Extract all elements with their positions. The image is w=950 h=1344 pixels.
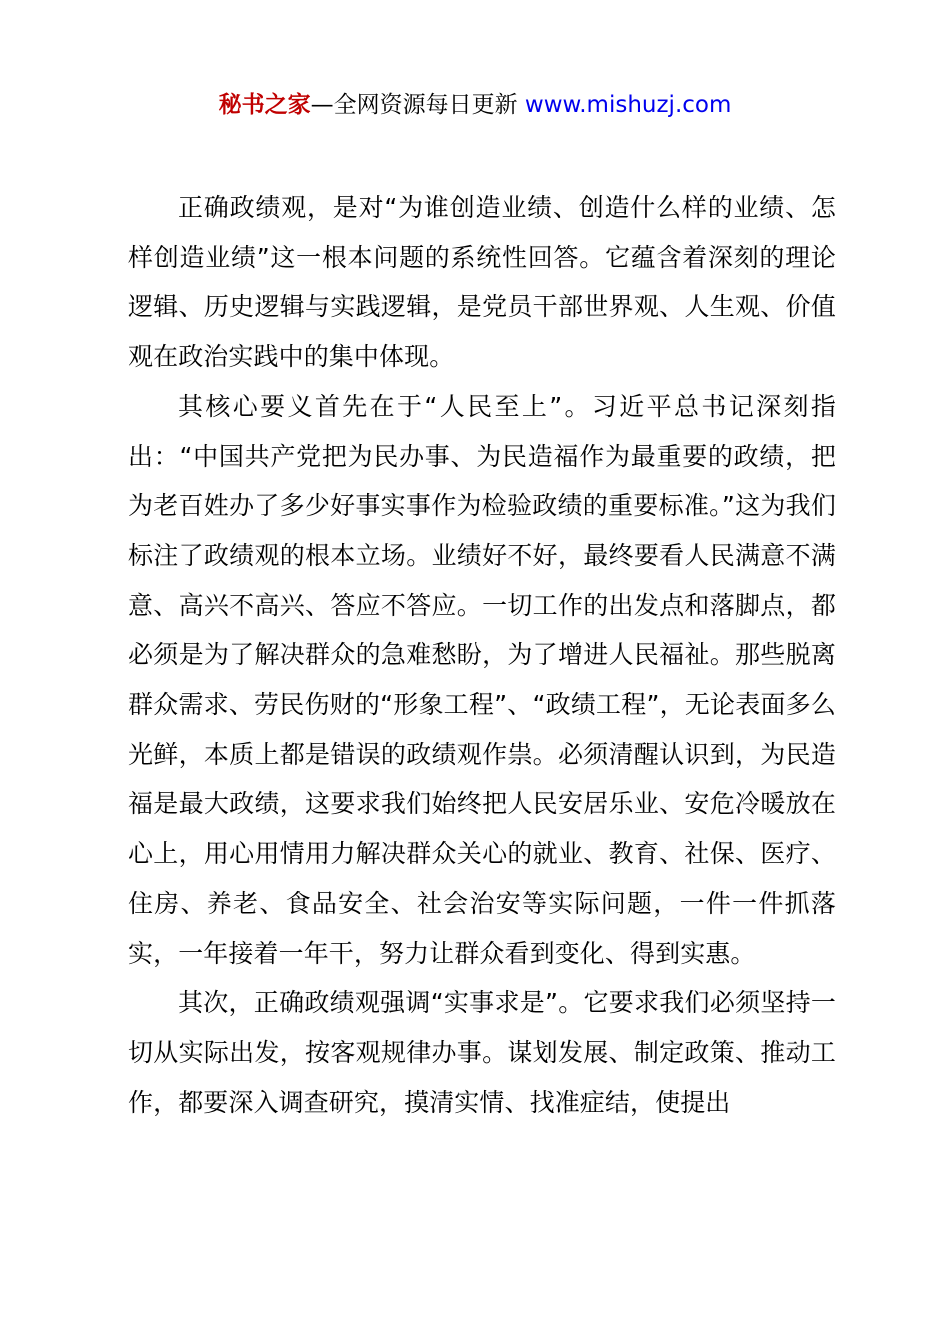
paragraph-3: 其次，正确政绩观强调“实事求是”。它要求我们必须坚持一切从实际出发，按客观规律办事。谋划发展、制定政策、推动工作，都要深入调查研究，摸清实情、找准症结，使提出 <box>128 988 836 1117</box>
document-body <box>128 183 836 1127</box>
paragraph-1: 正确政绩观，是对“为谁创造业绩、创造什么样的业绩、怎样创造业绩”这一根本问题的系统性回答。它蕴含着深刻的理论逻辑、历史逻辑与实践逻辑，是党员干部世界观、人生观、价值观在政治实践中的集中体现。 <box>128 193 836 372</box>
site-brand: 秘书之家 <box>218 92 311 118</box>
site-header <box>0 88 950 122</box>
site-url-link[interactable]: www.mishuzj.com <box>524 92 732 118</box>
site-tagline: —全网资源每日更新 <box>310 92 525 118</box>
paragraph-2: 其核心要义首先在于“人民至上”。习近平总书记深刻指出：“中国共产党把为民办事、为民造福作为最重要的政绩，把为老百姓办了多少好事实事作为检验政绩的重要标准。”这为我们标注了政绩观的根本立场。业绩好不好，最终要看人民满意不满意、高兴不高兴、答应不答应。一切工作的出发点和落脚点，都必须是为了解决群众的急难愁盼，为了增进人民福祉。那些脱离群众需求、劳民伤财的“形象工程”、“政绩工程”，无论表面多么光鲜，本质上都是错误的政绩观作祟。必须清醒认识到，为民造福是最大政绩，这要求我们始终把人民安居乐业、安危冷暖放在心上，用心用情用力解决群众关心的就业、教育、社保、医疗、住房、养老、食品安全、社会治安等实际问题，一件一件抓落实，一年接着一年干，努力让群众看到变化、得到实惠。 <box>128 391 836 968</box>
